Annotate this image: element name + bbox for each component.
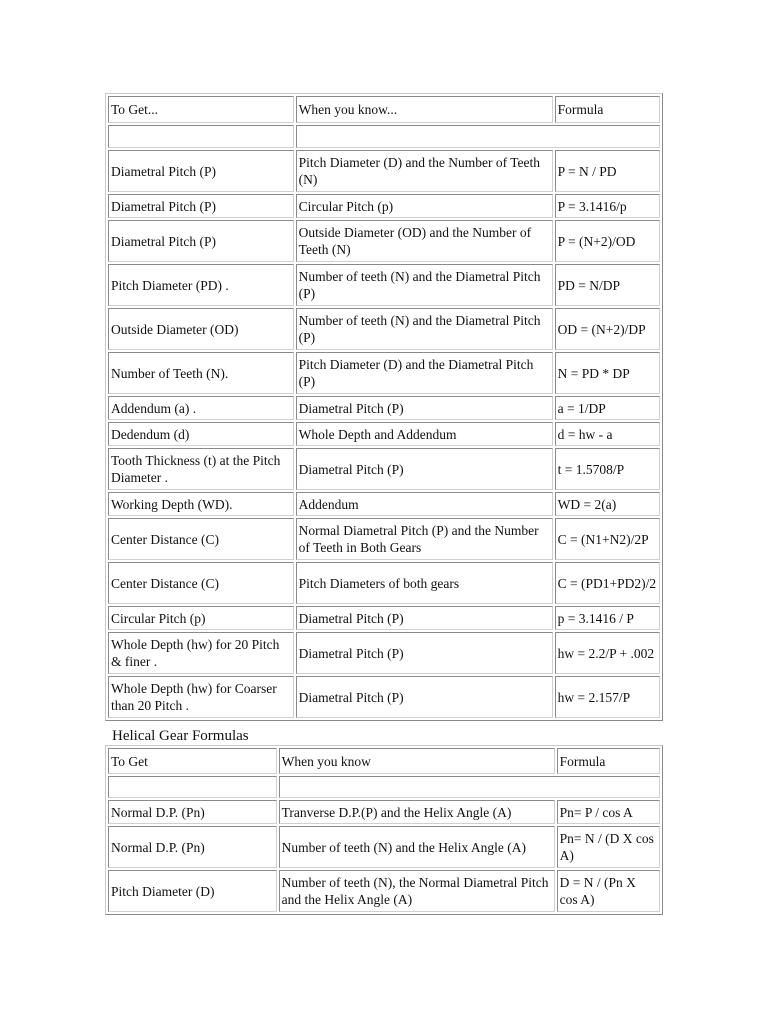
cell-to-get: Center Distance (C) <box>108 562 294 604</box>
table-row <box>108 800 660 824</box>
cell-formula: P = (N+2)/OD <box>555 220 660 262</box>
cell-when-you-know: Whole Depth and Addendum <box>296 422 553 446</box>
table-row <box>108 676 660 718</box>
table-row <box>108 308 660 350</box>
cell-to-get: Working Depth (WD). <box>108 492 294 516</box>
cell-formula: p = 3.1416 / P <box>555 606 660 630</box>
table-row <box>108 220 660 262</box>
cell-formula: t = 1.5708/P <box>555 448 660 490</box>
cell-to-get: Outside Diameter (OD) <box>108 308 294 350</box>
cell-to-get: Circular Pitch (p) <box>108 606 294 630</box>
cell-when-you-know: Number of teeth (N) and the Diametral Pitch (P) <box>296 264 553 306</box>
table-row <box>108 492 660 516</box>
table-row <box>108 194 660 218</box>
cell-formula: PD = N/DP <box>555 264 660 306</box>
cell-when-you-know: Addendum <box>296 492 553 516</box>
blank-cell <box>108 776 277 798</box>
cell-when-you-know: Number of teeth (N) and the Helix Angle (A) <box>279 826 555 868</box>
cell-formula: WD = 2(a) <box>555 492 660 516</box>
cell-when-you-know: Diametral Pitch (P) <box>296 676 553 718</box>
cell-when-you-know: Diametral Pitch (P) <box>296 448 553 490</box>
header-when-you-know: When you know... <box>296 96 553 123</box>
cell-to-get: Whole Depth (hw) for 20 Pitch & finer . <box>108 632 294 674</box>
table-row <box>108 518 660 560</box>
cell-to-get: Pitch Diameter (PD) . <box>108 264 294 306</box>
cell-formula: C = (PD1+PD2)/2 <box>555 562 660 604</box>
table-row <box>108 448 660 490</box>
table-row <box>108 396 660 420</box>
cell-formula: d = hw - a <box>555 422 660 446</box>
cell-formula: OD = (N+2)/DP <box>555 308 660 350</box>
table-row <box>108 150 660 192</box>
cell-formula: N = PD * DP <box>555 352 660 394</box>
blank-row <box>108 125 660 148</box>
cell-to-get: Number of Teeth (N). <box>108 352 294 394</box>
cell-to-get: Pitch Diameter (D) <box>108 870 277 912</box>
blank-row <box>108 776 660 798</box>
header-to-get: To Get <box>108 748 277 774</box>
table-row <box>108 264 660 306</box>
cell-to-get: Normal D.P. (Pn) <box>108 826 277 868</box>
cell-formula: a = 1/DP <box>555 396 660 420</box>
table-row <box>108 826 660 868</box>
cell-to-get: Tooth Thickness (t) at the Pitch Diameter . <box>108 448 294 490</box>
gear-formulas-table <box>105 93 663 721</box>
table-row <box>108 562 660 604</box>
blank-cell <box>279 776 660 798</box>
table-header-row <box>108 96 660 123</box>
table-row <box>108 352 660 394</box>
cell-formula: Pn= N / (D X cos A) <box>557 826 660 868</box>
cell-to-get: Center Distance (C) <box>108 518 294 560</box>
cell-to-get: Diametral Pitch (P) <box>108 194 294 218</box>
cell-formula: Pn= P / cos A <box>557 800 660 824</box>
table-row <box>108 606 660 630</box>
cell-formula: P = N / PD <box>555 150 660 192</box>
blank-cell <box>108 125 294 148</box>
cell-when-you-know: Pitch Diameters of both gears <box>296 562 553 604</box>
table-row <box>108 870 660 912</box>
cell-formula: D = N / (Pn X cos A) <box>557 870 660 912</box>
blank-cell <box>296 125 660 148</box>
cell-when-you-know: Diametral Pitch (P) <box>296 396 553 420</box>
cell-when-you-know: Pitch Diameter (D) and the Number of Teeth (N) <box>296 150 553 192</box>
cell-formula: hw = 2.2/P + .002 <box>555 632 660 674</box>
header-formula: Formula <box>555 96 660 123</box>
helical-gear-formulas-table <box>105 745 663 915</box>
cell-formula: C = (N1+N2)/2P <box>555 518 660 560</box>
cell-when-you-know: Diametral Pitch (P) <box>296 632 553 674</box>
cell-when-you-know: Pitch Diameter (D) and the Diametral Pitch (P) <box>296 352 553 394</box>
cell-when-you-know: Normal Diametral Pitch (P) and the Number of Teeth in Both Gears <box>296 518 553 560</box>
header-to-get: To Get... <box>108 96 294 123</box>
header-when-you-know: When you know <box>279 748 555 774</box>
cell-to-get: Whole Depth (hw) for Coarser than 20 Pitch . <box>108 676 294 718</box>
cell-to-get: Diametral Pitch (P) <box>108 150 294 192</box>
cell-when-you-know: Circular Pitch (p) <box>296 194 553 218</box>
table-row <box>108 632 660 674</box>
cell-when-you-know: Number of teeth (N), the Normal Diametral Pitch and the Helix Angle (A) <box>279 870 555 912</box>
cell-to-get: Normal D.P. (Pn) <box>108 800 277 824</box>
cell-when-you-know: Diametral Pitch (P) <box>296 606 553 630</box>
cell-when-you-know: Tranverse D.P.(P) and the Helix Angle (A) <box>279 800 555 824</box>
cell-formula: hw = 2.157/P <box>555 676 660 718</box>
cell-when-you-know: Number of teeth (N) and the Diametral Pitch (P) <box>296 308 553 350</box>
cell-to-get: Addendum (a) . <box>108 396 294 420</box>
cell-to-get: Diametral Pitch (P) <box>108 220 294 262</box>
section-title: Helical Gear Formulas <box>112 728 249 744</box>
table-row <box>108 422 660 446</box>
cell-to-get: Dedendum (d) <box>108 422 294 446</box>
cell-when-you-know: Outside Diameter (OD) and the Number of Teeth (N) <box>296 220 553 262</box>
header-formula: Formula <box>557 748 660 774</box>
cell-formula: P = 3.1416/p <box>555 194 660 218</box>
table-header-row <box>108 748 660 774</box>
